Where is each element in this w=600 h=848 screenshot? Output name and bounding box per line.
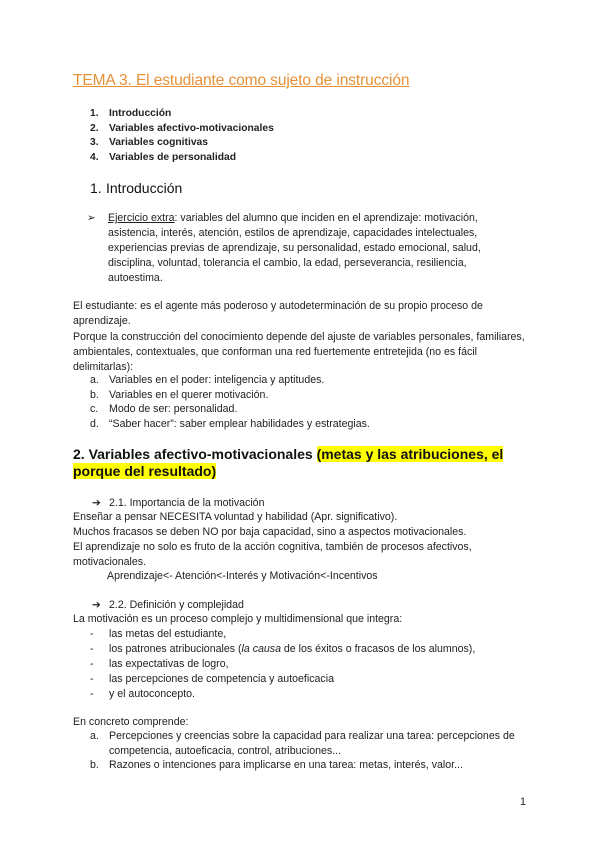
concrete-intro: En concreto comprende:: [73, 716, 189, 728]
list-item: - los patrones atribucionales (la causa de los éxitos o fracasos de los alumnos),: [90, 643, 476, 655]
toc-item-label: Introducción: [109, 108, 172, 119]
highlighted-note: (metas y las atribuciones, el porque del resultado): [73, 446, 504, 479]
motivation-definition: La motivación es un proceso complejo y multidimensional que integra:: [73, 613, 403, 625]
toc-item: 1. Introducción: [90, 108, 172, 119]
list-item: - y el autoconcepto.: [90, 688, 195, 700]
table-of-contents: [90, 107, 274, 165]
list-item: d. “Saber hacer”: saber emplear habilidades y estrategias.: [90, 417, 370, 430]
list-item: a. Percepciones y creencias sobre la capacidad para realizar una tarea: percepciones de competencia, autoeficacia, control, atribuciones...: [90, 730, 515, 757]
arrow-right-icon: ➔: [92, 599, 101, 611]
learning-chain: Aprendizaje<- Atención<-Interés y Motivación<-Incentivos: [107, 570, 378, 582]
list-item: a. Variables en el poder: inteligencia y aptitudes.: [90, 374, 325, 386]
variables-list: [90, 373, 530, 431]
list-item: - las expectativas de logro,: [90, 658, 229, 670]
exercise-label: Ejercicio extra: [108, 212, 175, 224]
arrowhead-bullet-icon: ➢: [87, 212, 96, 224]
motivation-line: Muchos fracasos se deben NO por baja capacidad, sino a aspectos motivacionales.: [73, 526, 467, 538]
motivation-line: El aprendizaje no solo es fruto de la acción cognitiva, también de procesos afectivos, motivacionales.: [73, 541, 472, 568]
page-title: TEMA 3. El estudiante como sujeto de instrucción: [73, 72, 410, 89]
toc-item-label: Variables cognitivas: [109, 137, 209, 149]
page-number: 1: [520, 796, 526, 808]
section-2-heading: 2. Variables afectivo-motivacionales (metas y las atribuciones, el porque del resultado): [73, 446, 504, 479]
toc-item: 2. Variables afectivo-motivacionales: [90, 122, 274, 134]
concrete-list: [90, 729, 530, 773]
paragraph-knowledge-construction: Porque la construcción del conocimiento depende del ajuste de variables personales, familiares, ambientales, contextuales, que conforman una red fuertemente entretejida (no es fácil delimitarlas):: [73, 331, 525, 373]
section-1-heading: 1. Introducción: [90, 180, 183, 196]
list-item: - las percepciones de competencia y autoeficacia: [90, 673, 334, 685]
motivation-line: Enseñar a pensar NECESITA voluntad y habilidad (Apr. significativo).: [73, 511, 398, 523]
motivation-components-list: [90, 627, 520, 702]
list-item: b. Razones o intenciones para implicarse en una tarea: metas, interés, valor...: [90, 759, 463, 771]
subsection-2-2-heading: ➔ 2.2. Definición y complejidad: [92, 599, 244, 611]
list-item: c. Modo de ser: personalidad.: [90, 403, 238, 415]
arrow-right-icon: ➔: [92, 497, 101, 509]
subsection-2-1-heading: ➔ 2.1. Importancia de la motivación: [92, 497, 265, 509]
paragraph-student-agent: El estudiante: es el agente más poderoso y autodeterminación de su propio proceso de aprendizaje.: [73, 300, 483, 327]
toc-item-label: Variables de personalidad: [109, 151, 237, 163]
list-item: b. Variables en el querer motivación.: [90, 388, 269, 401]
toc-item-label: Variables afectivo-motivacionales: [109, 122, 274, 134]
exercise-bullet-item: [87, 211, 517, 286]
toc-item: 4. Variables de personalidad: [90, 151, 237, 163]
list-item: - las metas del estudiante,: [90, 628, 227, 640]
exercise-text: : variables del alumno que inciden en el aprendizaje: motivación, asistencia, interés, atención, estilos de aprendizaje, capacidades intelectuales, experiencias previas de aprendizaje, su personalidad, estado emocional, salud, disciplina, voluntad, tolerancia el cambio, la edad, perseverancia, resiliencia, autoestima.: [108, 212, 481, 284]
toc-item: 3. Variables cognitivas: [90, 137, 209, 149]
